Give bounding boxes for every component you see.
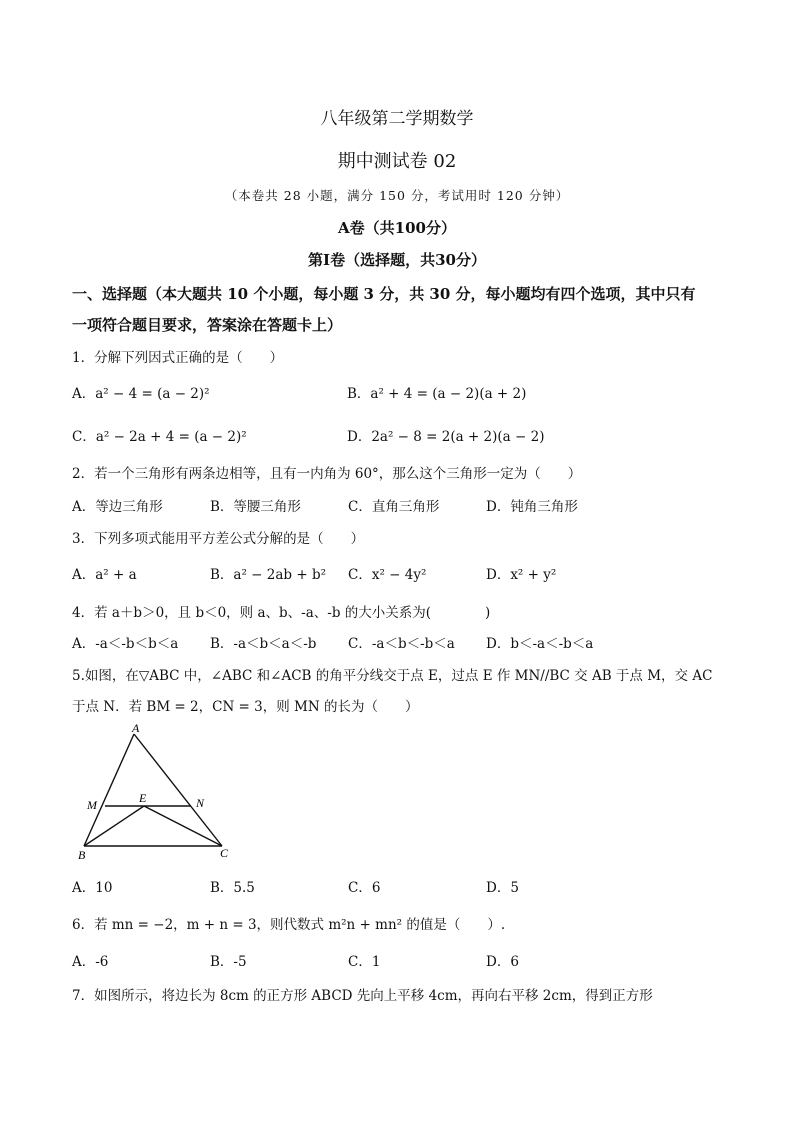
label-e: E [139,791,147,805]
question-2-option-b: B．等腰三角形 [210,499,301,515]
question-3-option-a: A．a² + a [72,567,137,583]
question-2-option-a: A．等边三角形 [72,499,163,515]
label-c: C [220,846,229,860]
label-n: N [196,796,205,810]
question-1-option-a: A．a² − 4 = (a − 2)² [72,386,210,402]
question-7-stem: 7．如图所示，将边长为 8cm 的正方形 ABCD 先向上平移 4cm，再向右平移 2cm，得到正方形 [72,988,653,1004]
side-ac [134,734,222,846]
question-2-option-d: D．钝角三角形 [486,499,578,515]
question-4-stem: 4．若 a＋b＞0，且 b＜0，则 a、b、-a、-b 的大小关系为( ) [72,605,491,621]
label-a: A [132,722,140,735]
question-1-stem: 1．分解下列因式正确的是（ ） [72,350,284,366]
part-one-heading: 第Ⅰ卷（选择题，共30分） [308,251,486,269]
question-2-stem: 2．若一个三角形有两条边相等，且有一内角为 60°，那么这个三角形一定为（ ） [72,466,582,482]
triangle-figure [72,722,252,867]
question-4-option-a: A．-a＜-b＜b＜a [72,636,179,652]
label-b: B [78,848,86,862]
question-4-option-c: C．-a＜b＜-b＜a [348,636,455,652]
question-5-stem-line1: 5.如图，在▽ABC 中，∠ABC 和∠ACB 的角平分线交于点 E，过点 E 作 MN//BC 交 AB 于点 M，交 AC [72,668,713,684]
question-5-stem-line2: 于点 N．若 BM = 2，CN = 3，则 MN 的长为（ ） [72,699,419,715]
question-1-option-d: D．2a² − 8 = 2(a + 2)(a − 2) [347,429,545,445]
question-1-option-c: C．a² − 2a + 4 = (a − 2)² [72,429,247,445]
question-4-option-b: B．-a＜b＜a＜-b [210,636,317,652]
question-6-option-a: A．-6 [72,954,109,970]
question-5-option-a: A．10 [72,880,113,896]
question-3-option-d: D．x² + y² [486,567,557,583]
question-5-option-d: D．5 [486,880,519,896]
question-3-stem: 3．下列多项式能用平方差公式分解的是（ ） [72,531,365,547]
question-6-stem: 6．若 mn = −2，m + n = 3，则代数式 m²n + mn² 的值是（ ）. [72,917,506,933]
question-3-option-b: B．a² − 2ab + b² [210,567,327,583]
question-5-option-b: B．5.5 [210,880,255,896]
section-heading-line1: 一、选择题（本大题共 10 个小题，每小题 3 分，共 30 分，每小题均有四个选项，其中只有 [72,285,696,303]
volume-a-heading: A卷（共100分） [338,219,456,237]
exam-title: 八年级第二学期数学 [320,109,474,129]
exam-subtitle-title: 期中测试卷 02 [337,151,457,172]
question-6-option-d: D．6 [486,954,519,970]
question-6-option-b: B．-5 [210,954,247,970]
question-3-option-c: C．x² − 4y² [348,567,427,583]
question-2-option-c: C．直角三角形 [348,499,440,515]
exam-info: （本卷共 28 小题，满分 150 分，考试用时 120 分钟） [224,188,570,203]
label-m: M [87,798,97,812]
section-heading-line2: 一项符合题目要求，答案涂在答题卡上） [72,316,343,334]
question-6-option-c: C．1 [348,954,381,970]
question-5-option-c: C．6 [348,880,381,896]
question-4-option-d: D．b＜-a＜-b＜a [486,636,594,652]
question-1-option-b: B．a² + 4 = (a − 2)(a + 2) [347,386,527,402]
segment-ce [144,806,222,846]
